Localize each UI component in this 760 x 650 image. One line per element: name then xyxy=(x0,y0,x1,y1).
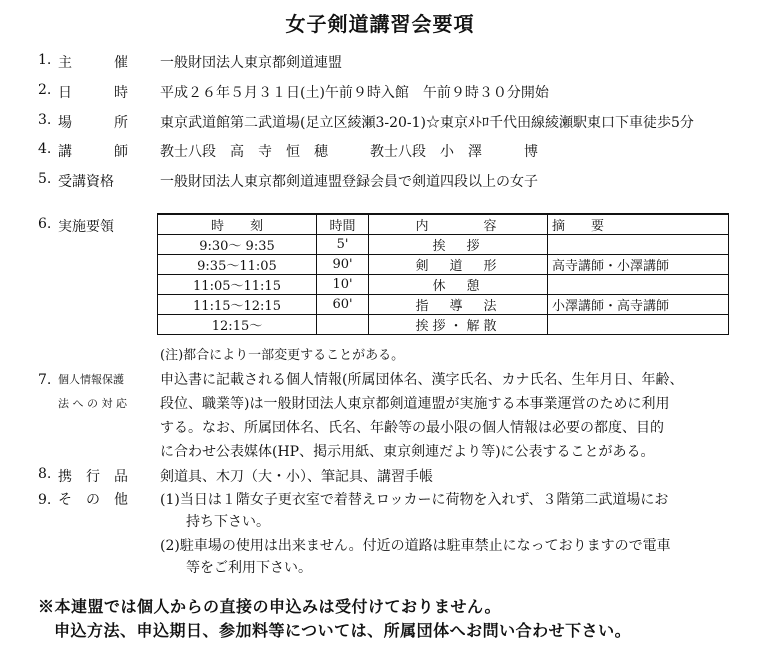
item-label: そ の 他 xyxy=(58,492,128,508)
cell-content: 休 憩 xyxy=(369,275,548,295)
item-label: 実施要領 xyxy=(58,219,114,235)
table-row xyxy=(158,275,729,295)
text-line: (1)当日は１階女子更衣室で着替えロッカーに荷物を入れず、３階第二武道場にお xyxy=(160,492,669,508)
item-value: 平成２６年５月３１日(土)午前９時入館 午前９時３０分開始 xyxy=(160,85,549,101)
header-content: 内 容 xyxy=(369,214,548,235)
item-value: 一般財団法人東京都剣道連盟登録会員で剣道四段以上の女子 xyxy=(160,174,538,190)
item-number: 1. xyxy=(38,52,52,68)
item-label xyxy=(58,368,144,416)
text-line: 持ち下さい。 xyxy=(186,514,270,530)
text-line: に合わせ公表媒体(HP、掲示用紙、東京剣連だより等)に公表することがある。 xyxy=(160,444,655,460)
item-number: 2. xyxy=(38,82,52,98)
schedule-note: (注)都合により一部変更することがある。 xyxy=(160,348,405,363)
item-value: 剣道具、木刀（大・小）、筆記具、講習手帳 xyxy=(160,469,433,485)
item-label: 場 所 xyxy=(58,115,128,131)
item-value: 教士八段 高 寺 恒 穂 教士八段 小 澤 博 xyxy=(160,144,538,160)
privacy-text xyxy=(160,368,720,464)
item-number: 5. xyxy=(38,171,52,187)
text-line: 段位、職業等)は一般財団法人東京都剣道連盟が実施する本事業運営のために利用 xyxy=(160,396,670,412)
cell-summary: 高寺講師・小澤講師 xyxy=(548,255,729,275)
cell-content: 挨拶・解散 xyxy=(369,315,548,335)
cell-duration: 60' xyxy=(317,295,369,315)
cell-duration: 10' xyxy=(317,275,369,295)
item-value: 東京武道館第二武道場(足立区綾瀬3-20-1)☆東京ﾒﾄﾛ千代田線綾瀬駅東口下車徒歩5分 xyxy=(160,115,694,131)
header-time: 時 刻 xyxy=(158,214,317,235)
cell-content: 剣 道 形 xyxy=(369,255,548,275)
text-line: 等をご利用下さい。 xyxy=(186,560,312,576)
cell-content: 挨 拶 xyxy=(369,235,548,255)
page-title: 女子剣道講習会要項 xyxy=(285,12,475,36)
cell-time: 11:05～11:15 xyxy=(158,275,317,295)
notice-line: 申込方法、申込期日、参加料等については、所属団体へお問い合わせ下さい。 xyxy=(54,621,632,640)
table-header-row xyxy=(158,214,729,235)
item-number: 3. xyxy=(38,112,52,128)
cell-duration: 90' xyxy=(317,255,369,275)
item-number: 9. xyxy=(38,492,52,508)
cell-time: 12:15～ xyxy=(158,315,317,335)
label-line: 法 へ の 対 応 xyxy=(58,397,127,410)
cell-time: 9:30～ 9:35 xyxy=(158,235,317,255)
cell-summary: 小澤講師・高寺講師 xyxy=(548,295,729,315)
header-duration: 時間 xyxy=(317,214,369,235)
table-row xyxy=(158,235,729,255)
cell-summary xyxy=(548,315,729,335)
item-label: 講 師 xyxy=(58,144,128,160)
item-number: 6. xyxy=(38,216,52,232)
cell-time: 11:15～12:15 xyxy=(158,295,317,315)
header-summary: 摘 要 xyxy=(548,214,729,235)
item-number: 7. xyxy=(38,372,52,388)
cell-content: 指 導 法 xyxy=(369,295,548,315)
table-row xyxy=(158,295,729,315)
cell-summary xyxy=(548,235,729,255)
other-item xyxy=(160,535,720,579)
label-line: 個人情報保護 xyxy=(58,373,124,386)
other-item xyxy=(160,489,720,533)
text-line: (2)駐車場の使用は出来ません。付近の道路は駐車禁止になっておりますので電車 xyxy=(160,538,671,554)
cell-time: 9:35～11:05 xyxy=(158,255,317,275)
notice-line: ※本連盟では個人からの直接の申込みは受付けておりません。 xyxy=(38,597,501,616)
item-label: 日 時 xyxy=(58,85,128,101)
schedule-table xyxy=(157,213,729,335)
text-line: 申込書に記載される個人情報(所属団体名、漢字氏名、カナ氏名、生年月日、年齢、 xyxy=(160,372,684,388)
text-line: する。なお、所属団体名、氏名、年齢等の最小限の個人情報は必要の都度、目的 xyxy=(160,420,664,436)
item-label: 受講資格 xyxy=(58,174,114,190)
item-number: 8. xyxy=(38,466,52,482)
table-row xyxy=(158,255,729,275)
cell-summary xyxy=(548,275,729,295)
item-number: 4. xyxy=(38,141,52,157)
item-label: 主 催 xyxy=(58,55,128,71)
cell-duration xyxy=(317,315,369,335)
cell-duration: 5' xyxy=(317,235,369,255)
item-value: 一般財団法人東京都剣道連盟 xyxy=(160,55,342,71)
table-row xyxy=(158,315,729,335)
item-label: 携 行 品 xyxy=(58,469,128,485)
